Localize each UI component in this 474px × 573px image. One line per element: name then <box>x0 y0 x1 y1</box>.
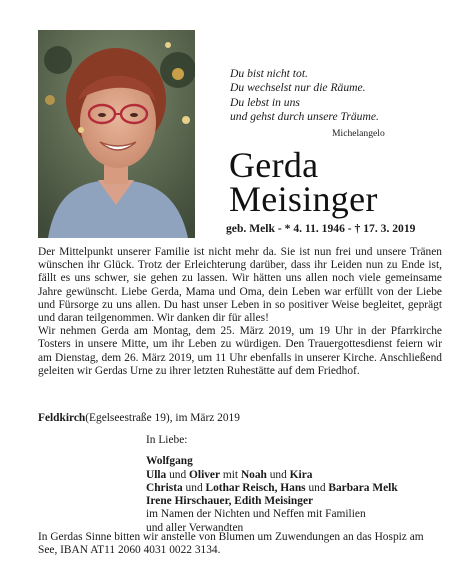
mourner-name: Wolfgang <box>146 455 193 468</box>
mourner-line <box>146 469 398 482</box>
mourner-line: im Namen der Nichten und Neffen mit Familien <box>146 508 366 521</box>
mourner-name: Irene Hirschauer, Edith Meisinger <box>146 495 314 508</box>
mourners-list <box>146 434 398 535</box>
place-city: Feldkirch <box>38 412 86 424</box>
quote-line: Du wechselst nur die Räume. <box>230 81 366 95</box>
mourner-name: Christa <box>146 481 183 494</box>
quote-author: Michelangelo <box>332 128 385 139</box>
mourner-line <box>146 455 398 468</box>
last-name: Meisinger <box>229 179 378 219</box>
portrait-photo <box>38 30 195 238</box>
death-date: 17. 3. 2019 <box>363 222 416 235</box>
birth-date: 4. 11. 1946 <box>293 222 345 235</box>
mourner-name: Lothar Reisch, Hans <box>205 481 306 494</box>
donation-note: In Gerdas Sinne bitten wir anstelle von Blumen um Zuwendungen an das Hospiz am See, IBAN AT11 2060 4031 0022 3134. <box>38 531 424 557</box>
life-dates: geb. Melk - * 4. 11. 1946 - † 17. 3. 2019 <box>226 222 416 235</box>
birth-symbol: * <box>284 222 291 235</box>
death-symbol: † <box>354 222 361 235</box>
memorial-quote <box>230 67 460 125</box>
quote-line: Du bist nicht tot. <box>230 67 308 80</box>
connector: und <box>166 468 190 481</box>
connector: und <box>305 481 329 494</box>
mourner-line <box>146 482 398 495</box>
place-and-date <box>38 412 240 424</box>
connector: und <box>266 468 290 481</box>
deceased-name <box>229 145 378 219</box>
connector: mit <box>220 468 241 481</box>
paragraph-tribute: Der Mittelpunkt unserer Familie ist nicht mehr da. Sie ist nun frei und unsere Tränen wünschen ihr Glück. Trotz der Erleichterung darüber, dass ihr Leiden nun zu Ende ist, fällt es uns schwer, sie gehen zu lassen. Wir hätten uns allen noch viele gemeinsame Jahre gewünscht. Liebe Gerda, Mama und Oma, dein Leben war erfüllt von der Liebe und Fürsorge zu uns allen. Du hast unser Leben in so positiver Weise begleitet, geprägt und daran teilgenommen. Wir danken dir für alles! <box>38 246 442 325</box>
mourner-line: und aller Verwandten <box>146 521 244 534</box>
obituary-text <box>38 246 442 378</box>
mourner-name: Ulla <box>146 468 167 481</box>
connector: und <box>182 481 206 494</box>
place-address: (Egelseestraße 19), im März 2019 <box>85 412 240 424</box>
mourner-name: Oliver <box>189 468 221 481</box>
birth-name: geb. Melk <box>226 222 275 235</box>
mourner-name: Barbara Melk <box>328 481 398 494</box>
mourner-line <box>146 495 398 508</box>
paragraph-service: Wir nehmen Gerda am Montag, dem 25. März 2019, um 19 Uhr in der Pfarrkirche Tosters in unsere Mitte, um ihr Leben zu würdigen. Den Trauergottesdienst feiern wir am Dienstag, dem 26. März 2019, um 11 Uhr ebenfalls in unserer Kirche. Anschließend geleiten wir Gerdas Urne zu ihrer letzten Ruhestätte auf dem Friedhof. <box>38 325 442 377</box>
quote-line: und gehst durch unsere Träume. <box>230 110 379 124</box>
mourner-name: Kira <box>289 468 313 481</box>
quote-line: Du lebst in uns <box>230 95 300 109</box>
mourners-heading: In Liebe: <box>146 434 188 446</box>
first-name: Gerda <box>229 145 319 185</box>
mourner-name: Noah <box>240 468 267 481</box>
